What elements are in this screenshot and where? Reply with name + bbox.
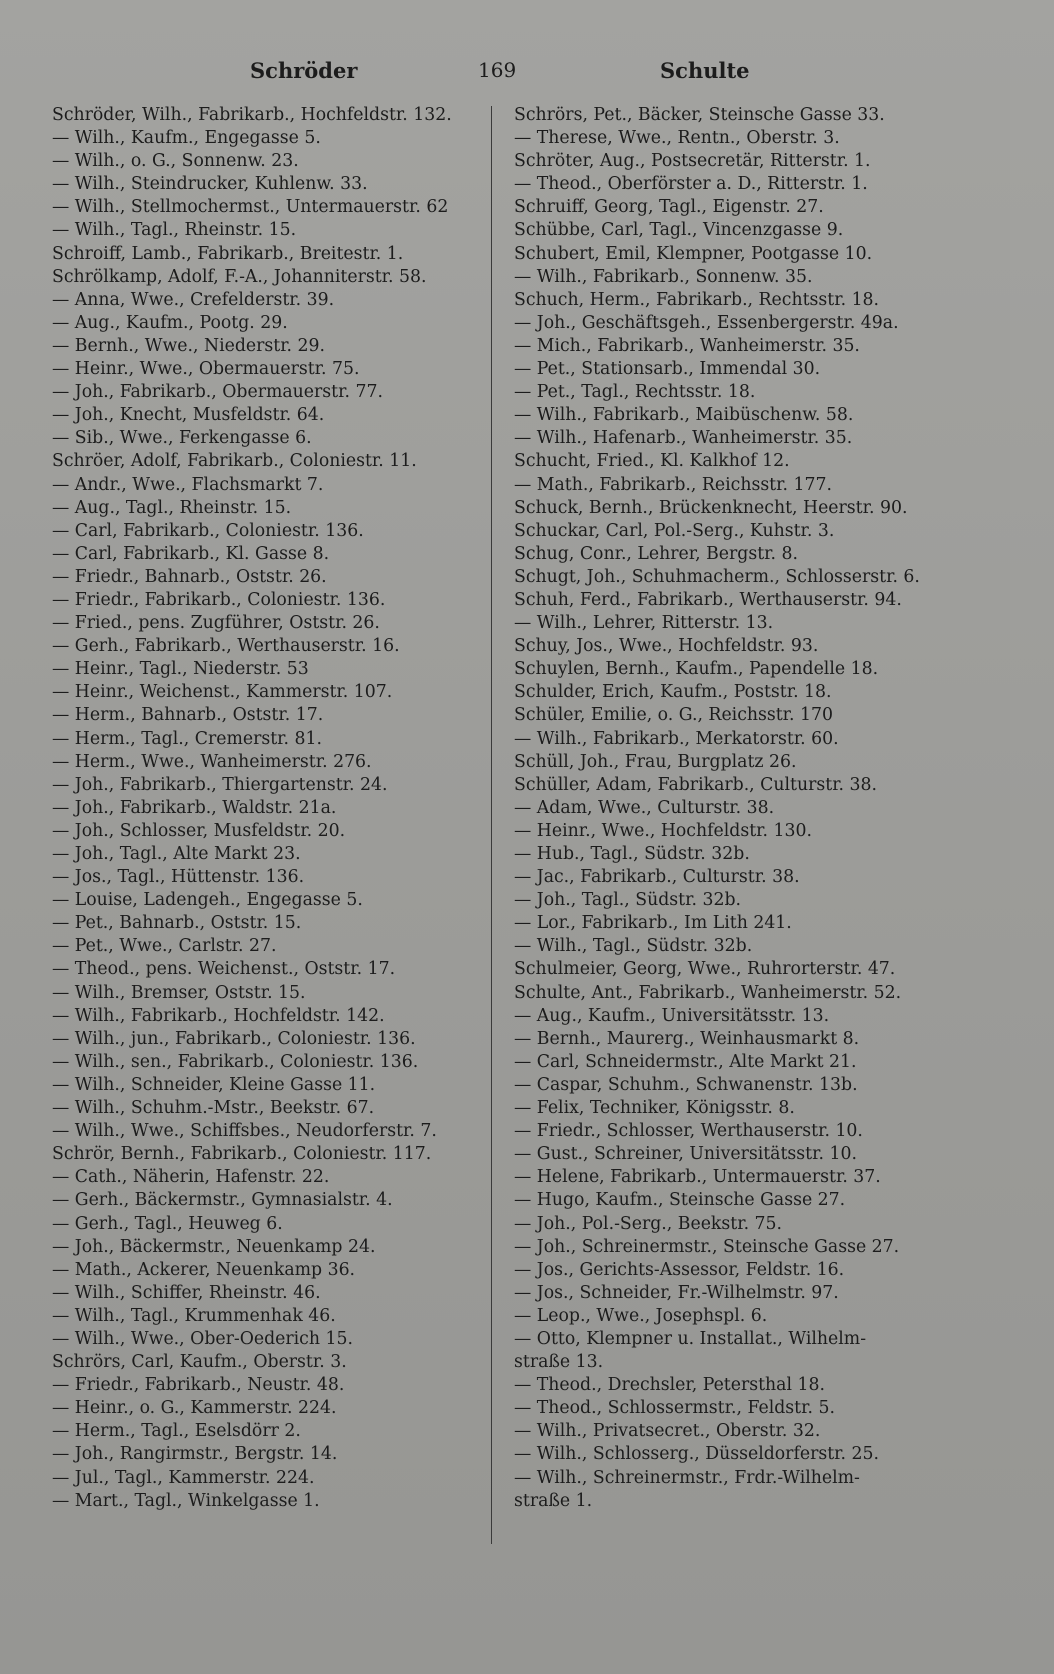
directory-entry: Schüller, Adam, Fabrikarb., Culturstr. 38. [514, 774, 878, 795]
directory-entry: — Wilh., Fabrikarb., Hochfeldstr. 142. [52, 1005, 385, 1026]
directory-entry: — Friedr., Bahnarb., Oststr. 26. [52, 566, 327, 587]
directory-entry: — Wilh., Schuhm.-Mstr., Beekstr. 67. [52, 1098, 375, 1119]
directory-entry: Schruiff, Georg, Tagl., Eigenstr. 27. [514, 197, 824, 218]
directory-entry: — Joh., Pol.-Serg., Beekstr. 75. [514, 1213, 783, 1234]
directory-entry: — Herm., Tagl., Eselsdörr 2. [52, 1421, 301, 1442]
directory-entry: — Carl, Fabrikarb., Coloniestr. 136. [52, 520, 364, 541]
directory-entry: — Joh., Schlosser, Musfeldstr. 20. [52, 820, 346, 841]
directory-entry: — Gerh., Fabrikarb., Werthauserstr. 16. [52, 636, 400, 657]
directory-entry: Schucht, Fried., Kl. Kalkhof 12. [514, 451, 790, 472]
directory-entry: straße 1. [514, 1490, 593, 1511]
directory-entry: Schulmeier, Georg, Wwe., Ruhrorterstr. 47. [514, 959, 896, 980]
directory-entry: — Herm., Bahnarb., Oststr. 17. [52, 705, 324, 726]
directory-entry: — Theod., Oberförster a. D., Ritterstr. 1. [514, 174, 868, 195]
directory-entry: — Joh., Fabrikarb., Thiergartenstr. 24. [52, 774, 388, 795]
directory-entry: — Wilh., Bremser, Oststr. 15. [52, 982, 306, 1003]
directory-entry: — Pet., Tagl., Rechtsstr. 18. [514, 382, 756, 403]
directory-entry: — Theod., Drechsler, Petersthal 18. [514, 1375, 825, 1396]
directory-entry: — Therese, Wwe., Rentn., Oberstr. 3. [514, 128, 840, 149]
directory-entry: — Sib., Wwe., Ferkengasse 6. [52, 428, 312, 449]
directory-entry: — Lor., Fabrikarb., Im Lith 241. [514, 913, 792, 934]
directory-entry: — Wilh., Tagl., Krummenhak 46. [52, 1305, 336, 1326]
directory-entry: — Carl, Fabrikarb., Kl. Gasse 8. [52, 543, 330, 564]
directory-entry: — Wilh., Schlosserg., Düsseldorferstr. 25. [514, 1444, 879, 1465]
header-right-keyword: Schulte [660, 58, 750, 83]
directory-entry: — Wilh., Fabrikarb., Maibüschenw. 58. [514, 405, 854, 426]
directory-entry: — Wilh., Hafenarb., Wanheimerstr. 35. [514, 428, 853, 449]
directory-entry: — Wilh., Steindrucker, Kuhlenw. 33. [52, 174, 368, 195]
directory-entry: — Anna, Wwe., Crefelderstr. 39. [52, 289, 335, 310]
directory-entry: — Heinr., Wwe., Obermauerstr. 75. [52, 359, 360, 380]
directory-entry: — Cath., Näherin, Hafenstr. 22. [52, 1167, 330, 1188]
directory-entry: Schulder, Erich, Kaufm., Poststr. 18. [514, 682, 832, 703]
directory-entry: — Wilh., Privatsecret., Oberstr. 32. [514, 1421, 821, 1442]
directory-entry: Schroiff, Lamb., Fabrikarb., Breitestr. 1. [52, 243, 404, 264]
directory-entry: — Friedr., Fabrikarb., Coloniestr. 136. [52, 589, 386, 610]
directory-entry: Schuck, Bernh., Brückenknecht, Heerstr. 90. [514, 497, 908, 518]
directory-entry: — Wilh., Lehrer, Ritterstr. 13. [514, 613, 774, 634]
directory-entry: — Aug., Kaufm., Universitätsstr. 13. [514, 1005, 830, 1026]
directory-entry: — Friedr., Fabrikarb., Neustr. 48. [52, 1375, 345, 1396]
directory-entry: — Wilh., Wwe., Schiffsbes., Neudorferstr. 7. [52, 1121, 437, 1142]
directory-entry: — Hugo, Kaufm., Steinsche Gasse 27. [514, 1190, 846, 1211]
directory-entry: — Carl, Schneidermstr., Alte Markt 21. [514, 1051, 857, 1072]
directory-entry: — Jul., Tagl., Kammerstr. 224. [52, 1467, 315, 1488]
directory-entry: — Mart., Tagl., Winkelgasse 1. [52, 1490, 320, 1511]
directory-entry: Schrölkamp, Adolf, F.-A., Johanniterstr. 58. [52, 266, 427, 287]
header-left-keyword: Schröder [250, 58, 358, 83]
directory-entry: — Theod., Schlossermstr., Feldstr. 5. [514, 1398, 835, 1419]
directory-entry: — Louise, Ladengeh., Engegasse 5. [52, 890, 363, 911]
directory-entry: — Leop., Wwe., Josephspl. 6. [514, 1305, 768, 1326]
directory-entry: — Jac., Fabrikarb., Culturstr. 38. [514, 867, 800, 888]
directory-entry: — Heinr., o. G., Kammerstr. 224. [52, 1398, 337, 1419]
directory-entry: — Joh., Schreinermstr., Steinsche Gasse 27. [514, 1236, 900, 1257]
directory-entry: Schröter, Aug., Postsecretär, Ritterstr. 1. [514, 151, 871, 172]
directory-entry: — Wilh., Fabrikarb., Merkatorstr. 60. [514, 728, 839, 749]
directory-entry: Schug, Conr., Lehrer, Bergstr. 8. [514, 543, 798, 564]
directory-entry: Schuh, Ferd., Fabrikarb., Werthauserstr. 94. [514, 589, 902, 610]
directory-entry: — Hub., Tagl., Südstr. 32b. [514, 844, 750, 864]
page-number: 169 [478, 58, 517, 82]
directory-entry: Schrörs, Carl, Kaufm., Oberstr. 3. [52, 1352, 347, 1373]
directory-entry: — Jos., Gerichts-Assessor, Feldstr. 16. [514, 1259, 845, 1280]
directory-entry: — Pet., Stationsarb., Immendal 30. [514, 359, 821, 380]
directory-entry: — Felix, Techniker, Königsstr. 8. [514, 1098, 795, 1119]
directory-entry: — Wilh., Stellmochermst., Untermauerstr. 62 [52, 197, 449, 218]
directory-entry: — Friedr., Schlosser, Werthauserstr. 10. [514, 1121, 863, 1142]
directory-entry: — Jos., Schneider, Fr.-Wilhelmstr. 97. [514, 1282, 839, 1303]
directory-entry: — Wilh., Schiffer, Rheinstr. 46. [52, 1282, 321, 1303]
directory-entry: — Fried., pens. Zugführer, Oststr. 26. [52, 613, 380, 634]
left-column [52, 104, 484, 1513]
directory-entry: Schulte, Ant., Fabrikarb., Wanheimerstr. 52. [514, 982, 902, 1003]
directory-entry: — Pet., Wwe., Carlstr. 27. [52, 936, 277, 957]
directory-entry: — Joh., Tagl., Alte Markt 23. [52, 844, 301, 864]
directory-entry: Schröder, Wilh., Fabrikarb., Hochfeldstr. 132. [52, 105, 452, 125]
directory-entry: — Joh., Bäckermstr., Neuenkamp 24. [52, 1236, 376, 1257]
directory-entry: — Gerh., Tagl., Heuweg 6. [52, 1213, 283, 1234]
directory-entry: Schuy, Jos., Wwe., Hochfeldstr. 93. [514, 636, 819, 657]
directory-entry: — Otto, Klempner u. Installat., Wilhelm- [514, 1328, 867, 1349]
directory-entry: — Aug., Tagl., Rheinstr. 15. [52, 497, 292, 518]
directory-entry: Schuch, Herm., Fabrikarb., Rechtsstr. 18. [514, 289, 880, 310]
directory-entry: — Wilh., Wwe., Ober-Oederich 15. [52, 1328, 353, 1349]
directory-entry: straße 13. [514, 1352, 604, 1373]
directory-entry: — Wilh., Kaufm., Engegasse 5. [52, 128, 321, 149]
directory-entry: — Wilh., sen., Fabrikarb., Coloniestr. 136. [52, 1051, 419, 1072]
directory-entry: — Theod., pens. Weichenst., Oststr. 17. [52, 959, 396, 980]
directory-entry: — Joh., Tagl., Südstr. 32b. [514, 890, 742, 911]
directory-entry: — Bernh., Maurerg., Weinhausmarkt 8. [514, 1028, 860, 1049]
directory-entry: — Pet., Bahnarb., Oststr. 15. [52, 913, 302, 934]
directory-entry: — Joh., Fabrikarb., Obermauerstr. 77. [52, 382, 383, 403]
directory-entry: — Jos., Tagl., Hüttenstr. 136. [52, 867, 305, 888]
directory-entry: — Wilh., Schreinermstr., Frdr.-Wilhelm- [514, 1467, 860, 1488]
directory-entry: — Herm., Tagl., Cremerstr. 81. [52, 728, 322, 749]
directory-entry: — Gust., Schreiner, Universitätsstr. 10. [514, 1144, 857, 1165]
directory-entry: — Heinr., Wwe., Hochfeldstr. 130. [514, 820, 812, 841]
directory-entry: Schuckar, Carl, Pol.-Serg., Kuhstr. 3. [514, 520, 835, 541]
directory-entry: — Wilh., Tagl., Südstr. 32b. [514, 936, 753, 957]
directory-entry: — Herm., Wwe., Wanheimerstr. 276. [52, 751, 372, 772]
directory-entry: — Math., Fabrikarb., Reichsstr. 177. [514, 474, 832, 495]
directory-entry: — Wilh., jun., Fabrikarb., Coloniestr. 136. [52, 1028, 416, 1049]
directory-entry: — Joh., Rangirmstr., Bergstr. 14. [52, 1444, 338, 1465]
directory-entry: — Joh., Geschäftsgeh., Essenbergerstr. 49a. [514, 312, 899, 333]
directory-entry: — Wilh., o. G., Sonnenw. 23. [52, 151, 299, 172]
directory-entry: — Math., Ackerer, Neuenkamp 36. [52, 1259, 356, 1280]
directory-entry: Schrör, Bernh., Fabrikarb., Coloniestr. 117. [52, 1144, 432, 1165]
directory-entry: Schröer, Adolf, Fabrikarb., Coloniestr. 11. [52, 451, 417, 472]
directory-entry: — Adam, Wwe., Culturstr. 38. [514, 797, 775, 818]
directory-entry: — Wilh., Fabrikarb., Sonnenw. 35. [514, 266, 813, 287]
directory-entry: Schübbe, Carl, Tagl., Vincenzgasse 9. [514, 220, 844, 241]
directory-entry: — Gerh., Bäckermstr., Gymnasialstr. 4. [52, 1190, 393, 1211]
directory-entry: — Mich., Fabrikarb., Wanheimerstr. 35. [514, 335, 860, 356]
right-column [514, 104, 944, 1513]
directory-entry: Schüll, Joh., Frau, Burgplatz 26. [514, 751, 797, 772]
directory-entry: Schubert, Emil, Klempner, Pootgasse 10. [514, 243, 873, 264]
directory-entry: — Aug., Kaufm., Pootg. 29. [52, 312, 288, 333]
directory-entry: — Andr., Wwe., Flachsmarkt 7. [52, 474, 324, 495]
directory-entry: — Helene, Fabrikarb., Untermauerstr. 37. [514, 1167, 881, 1188]
directory-entry: — Wilh., Tagl., Rheinstr. 15. [52, 220, 297, 241]
directory-entry: Schugt, Joh., Schuhmacherm., Schlosserstr. 6. [514, 566, 920, 587]
directory-entry: Schuylen, Bernh., Kaufm., Papendelle 18. [514, 659, 879, 680]
directory-entry: — Caspar, Schuhm., Schwanenstr. 13b. [514, 1074, 858, 1095]
directory-entry: — Heinr., Weichenst., Kammerstr. 107. [52, 682, 393, 703]
directory-entry: Schrörs, Pet., Bäcker, Steinsche Gasse 33. [514, 105, 885, 125]
directory-entry: Schüler, Emilie, o. G., Reichsstr. 170 [514, 705, 834, 726]
directory-entry: — Heinr., Tagl., Niederstr. 53 [52, 659, 309, 680]
column-divider [491, 106, 492, 1544]
directory-entry: — Joh., Knecht, Musfeldstr. 64. [52, 405, 325, 426]
page-header [0, 58, 1054, 94]
directory-entry: — Bernh., Wwe., Niederstr. 29. [52, 335, 326, 356]
directory-entry: — Joh., Fabrikarb., Waldstr. 21a. [52, 797, 337, 818]
directory-entry: — Wilh., Schneider, Kleine Gasse 11. [52, 1074, 376, 1095]
